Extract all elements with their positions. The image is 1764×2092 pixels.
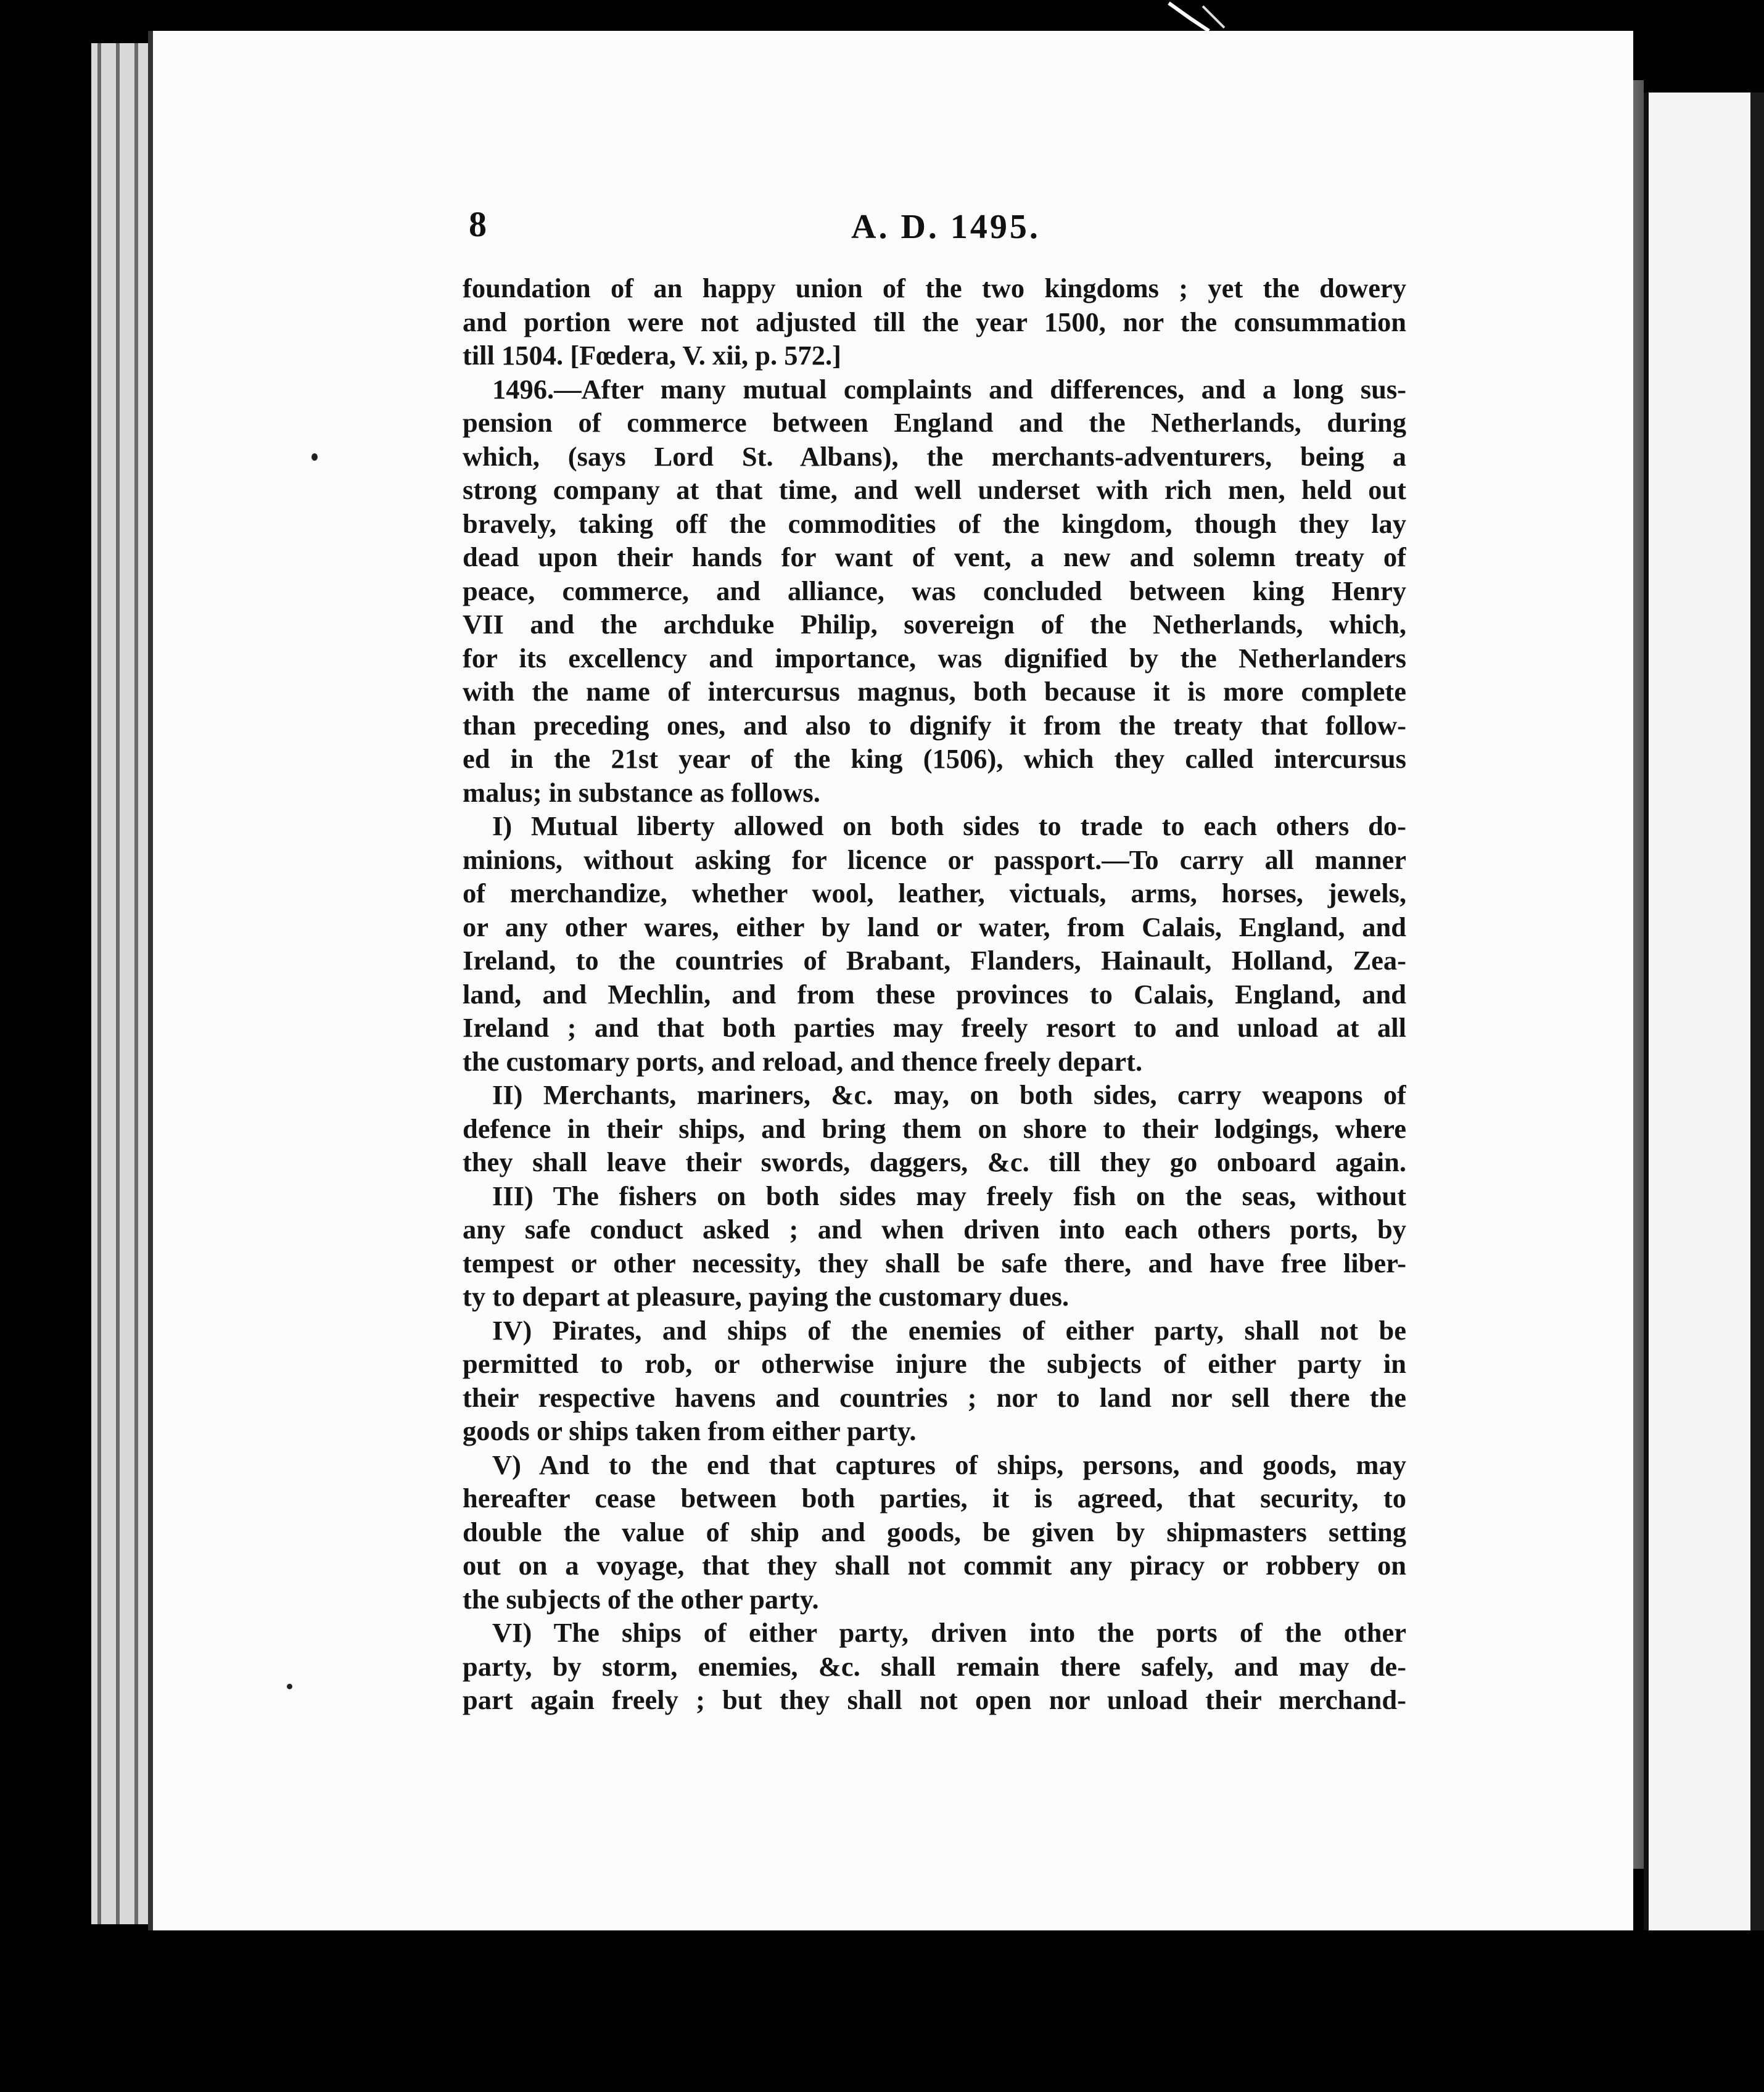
text-line: the customary ports, and reload, and thence freely depart. xyxy=(463,1045,1143,1077)
text-line: than preceding ones, and also to dignify it from the treaty that follow- xyxy=(463,709,1406,741)
text-line: Ireland, to the countries of Brabant, Flanders, Hainault, Holland, Zea- xyxy=(463,945,1406,976)
scan-right-border xyxy=(1750,93,1764,2092)
text-line: the subjects of the other party. xyxy=(463,1583,819,1615)
scan-corner-mark xyxy=(1166,0,1234,37)
text-line: for its excellency and importance, was dignified by the Netherlanders xyxy=(463,642,1406,673)
text-line: till 1504. [Fœdera, V. xii, p. 572.] xyxy=(463,340,841,371)
text-line: party, by storm, enemies, &c. shall remain there safely, and may de- xyxy=(463,1650,1406,1682)
page-header xyxy=(469,204,1394,265)
text-line: bravely, taking off the commodities of the kingdom, though they lay xyxy=(463,508,1406,539)
scan-bottom-margin xyxy=(0,1930,1764,2092)
facing-page-edge xyxy=(1644,93,1764,2092)
page-edge-line xyxy=(116,43,120,1924)
text-line: IV) Pirates, and ships of the enemies of either party, shall not be xyxy=(492,1314,1406,1346)
scan-speck xyxy=(287,1684,292,1689)
text-line: malus; in substance as follows. xyxy=(463,776,820,808)
text-line: of merchandize, whether wool, leather, victuals, arms, horses, jewels, xyxy=(463,878,1406,908)
text-line: tempest or other necessity, they shall be safe there, and have free liber- xyxy=(463,1247,1406,1279)
text-line: III) The fishers on both sides may freely fish on the seas, without xyxy=(492,1180,1406,1211)
text-line: VII and the archduke Philip, sovereign of the Netherlands, which, xyxy=(463,609,1406,640)
text-line: part again freely ; but they shall not open nor unload their merchand- xyxy=(463,1684,1406,1715)
page-edge-line xyxy=(97,43,101,1924)
scan-speck xyxy=(311,453,318,461)
text-line: 1496.—After many mutual complaints and differences, and a long sus- xyxy=(492,373,1406,405)
scan-left-margin xyxy=(0,0,93,2092)
text-line: hereafter cease between both parties, it is agreed, that security, to xyxy=(463,1483,1406,1513)
text-line: defence in their ships, and bring them on shore to their lodgings, where xyxy=(463,1113,1406,1144)
text-line: VI) The ships of either party, driven into the ports of the other xyxy=(492,1617,1406,1648)
text-line: permitted to rob, or otherwise injure the subjects of either party in xyxy=(463,1348,1406,1379)
text-line: foundation of an happy union of the two kingdoms ; yet the dowery xyxy=(463,273,1406,303)
page-edge-line xyxy=(134,43,138,1924)
text-line: dead upon their hands for want of vent, a new and solemn treaty of xyxy=(463,542,1406,572)
text-line: minions, without asking for licence or passport.—To carry all manner xyxy=(463,844,1406,875)
text-line: ed in the 21st year of the king (1506), which they called intercursus xyxy=(463,743,1406,774)
text-line: which, (says Lord St. Albans), the merchants-adventurers, being a xyxy=(463,440,1406,472)
text-line: pension of commerce between England and the Netherlands, during xyxy=(463,407,1406,438)
text-line: out on a voyage, that they shall not commit any piracy or robbery on xyxy=(463,1550,1406,1581)
text-line: ty to depart at pleasure, paying the customary dues. xyxy=(463,1281,1070,1312)
text-line: they shall leave their swords, daggers, &c. till they go onboard again. xyxy=(463,1147,1406,1177)
text-line: II) Merchants, mariners, &c. may, on both sides, carry weapons of xyxy=(492,1079,1406,1110)
text-line: any safe conduct asked ; and when driven into each others ports, by xyxy=(463,1214,1406,1245)
text-line: and portion were not adjusted till the year 1500, nor the consummation xyxy=(463,306,1406,337)
text-line: V) And to the end that captures of ships, persons, and goods, may xyxy=(492,1449,1406,1480)
text-line: land, and Mechlin, and from these provinces to Calais, England, and xyxy=(463,978,1406,1010)
text-line: I) Mutual liberty allowed on both sides to trade to each others do- xyxy=(492,810,1406,841)
text-line: or any other wares, either by land or water, from Calais, England, and xyxy=(463,911,1406,942)
text-line: with the name of intercursus magnus, both because it is more complete xyxy=(463,676,1406,707)
page-number: 8 xyxy=(469,204,487,244)
body-text xyxy=(463,271,1406,1717)
text-line: Ireland ; and that both parties may freely resort to and unload at all xyxy=(463,1012,1406,1043)
text-line: peace, commerce, and alliance, was concluded between king Henry xyxy=(463,575,1406,606)
text-line: goods or ships taken from either party. xyxy=(463,1415,917,1446)
text-line: double the value of ship and goods, be given by shipmasters setting xyxy=(463,1516,1406,1547)
text-line: their respective havens and countries ; nor to land nor sell there the xyxy=(463,1382,1406,1413)
text-line: strong company at that time, and well underset with rich men, held out xyxy=(463,474,1406,505)
running-head: A. D. 1495. xyxy=(851,208,1041,246)
